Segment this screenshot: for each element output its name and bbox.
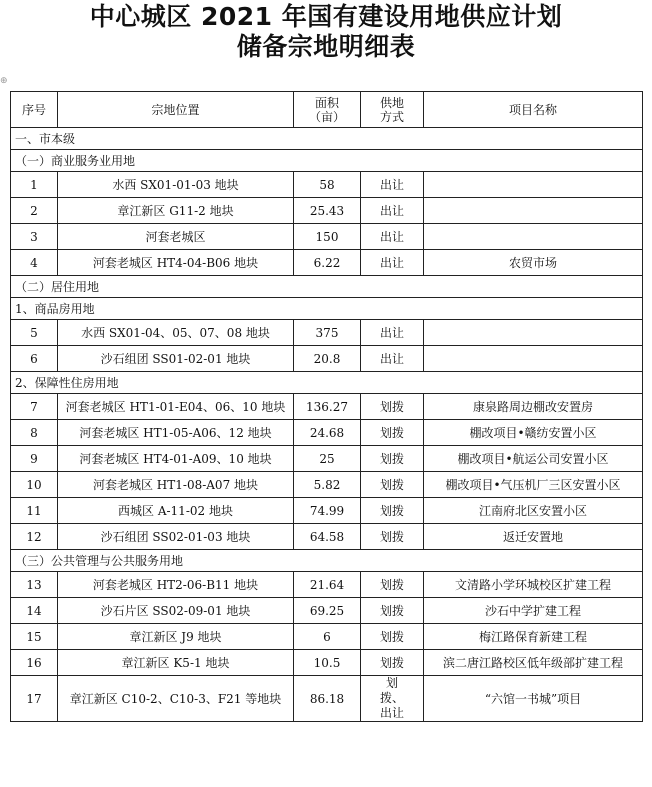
cell-location: 河套老城区 HT1-05-A06、12 地块 (58, 420, 294, 446)
cell-project: 文清路小学环城校区扩建工程 (424, 572, 643, 598)
page-title-line2: 储备宗地明细表 (236, 32, 416, 61)
table-row (11, 572, 643, 598)
cell-location: 河套老城区 HT4-04-B06 地块 (58, 250, 294, 276)
cell-area: 25.43 (294, 198, 361, 224)
cell-area: 20.8 (294, 346, 361, 372)
cell-project: 农贸市场 (424, 250, 643, 276)
cell-area: 6.22 (294, 250, 361, 276)
cell-project (424, 346, 643, 372)
header-project: 项目名称 (424, 92, 643, 128)
cell-no: 12 (11, 524, 58, 550)
cell-location: 河套老城区 HT1-08-A07 地块 (58, 472, 294, 498)
cell-no: 7 (11, 394, 58, 420)
cell-location: 水西 SX01-04、05、07、08 地块 (58, 320, 294, 346)
cell-no: 4 (11, 250, 58, 276)
cell-location: 沙石组团 SS02-01-03 地块 (58, 524, 294, 550)
cell-supply: 划拨 (361, 394, 424, 420)
cell-area: 150 (294, 224, 361, 250)
cell-project: 棚改项目•航运公司安置小区 (424, 446, 643, 472)
cell-location: 水西 SX01-01-03 地块 (58, 172, 294, 198)
cell-supply: 划拨 (361, 598, 424, 624)
cell-no: 15 (11, 624, 58, 650)
cell-supply: 划拨 (361, 420, 424, 446)
cell-project: 沙石中学扩建工程 (424, 598, 643, 624)
cell-project: “六馆一书城”项目 (424, 676, 643, 722)
cell-location: 章江新区 K5-1 地块 (58, 650, 294, 676)
section-row (11, 372, 643, 394)
cell-location: 河套老城区 (58, 224, 294, 250)
header-supply-line2: 方式 (379, 109, 404, 124)
cell-supply: 出让 (361, 250, 424, 276)
cell-supply: 划拨 (361, 524, 424, 550)
cell-supply: 出让 (361, 346, 424, 372)
table-row (11, 250, 643, 276)
cell-supply: 出让 (361, 172, 424, 198)
cell-no: 16 (11, 650, 58, 676)
cell-no: 17 (11, 676, 58, 722)
cell-area: 375 (294, 320, 361, 346)
cell-no: 10 (11, 472, 58, 498)
cell-supply: 划拨 (361, 572, 424, 598)
cell-no: 14 (11, 598, 58, 624)
cell-area: 74.99 (294, 498, 361, 524)
header-supply-line1: 供地 (379, 95, 404, 110)
cell-area: 5.82 (294, 472, 361, 498)
table-row (11, 346, 643, 372)
table-row (11, 320, 643, 346)
header-area-line1: 面积 (314, 95, 339, 110)
cell-no: 2 (11, 198, 58, 224)
header-location: 宗地位置 (58, 92, 294, 128)
cell-supply: 出让 (361, 224, 424, 250)
cell-no: 3 (11, 224, 58, 250)
cell-supply: 划拨 (361, 472, 424, 498)
cell-supply: 划拨 (361, 498, 424, 524)
cell-area: 25 (294, 446, 361, 472)
table-row (11, 224, 643, 250)
section-row (11, 276, 643, 298)
cell-no: 1 (11, 172, 58, 198)
cell-supply: 划拨 (361, 624, 424, 650)
section-residential: （二）居住用地 (11, 276, 643, 298)
section-commodity-housing: 1、商品房用地 (11, 298, 643, 320)
table-row (11, 624, 643, 650)
header-area-line2: （亩） (308, 109, 345, 124)
cell-location: 沙石片区 SS02-09-01 地块 (58, 598, 294, 624)
table-row (11, 650, 643, 676)
page-title-line1: 中心城区 2021 年国有建设用地供应计划 (89, 2, 563, 31)
table-header-row (11, 92, 643, 128)
table-row (11, 198, 643, 224)
table-row (11, 524, 643, 550)
cell-location: 河套老城区 HT1-01-E04、06、10 地块 (58, 394, 294, 420)
cell-supply: 划拨 (361, 650, 424, 676)
table-move-handle-icon[interactable]: ⊕ (0, 76, 8, 86)
section-public-service: （三）公共管理与公共服务用地 (11, 550, 643, 572)
cell-project (424, 172, 643, 198)
cell-area: 64.58 (294, 524, 361, 550)
cell-project (424, 320, 643, 346)
cell-location: 西城区 A-11-02 地块 (58, 498, 294, 524)
table-row (11, 598, 643, 624)
table-row (11, 498, 643, 524)
cell-project: 棚改项目•赣纺安置小区 (424, 420, 643, 446)
land-plot-table (10, 91, 643, 722)
cell-supply: 出让 (361, 198, 424, 224)
cell-no: 13 (11, 572, 58, 598)
cell-supply: 划拨 (361, 446, 424, 472)
cell-location: 沙石组团 SS01-02-01 地块 (58, 346, 294, 372)
cell-area: 21.64 (294, 572, 361, 598)
section-row (11, 550, 643, 572)
cell-no: 6 (11, 346, 58, 372)
section-city-level: 一、市本级 (11, 128, 643, 150)
cell-location: 章江新区 C10-2、C10-3、F21 等地块 (58, 676, 294, 722)
cell-project (424, 224, 643, 250)
table-row (11, 172, 643, 198)
table-row (11, 446, 643, 472)
cell-no: 9 (11, 446, 58, 472)
cell-project: 滨二唐江路校区低年级部扩建工程 (424, 650, 643, 676)
cell-area: 136.27 (294, 394, 361, 420)
table-row (11, 676, 643, 722)
header-no: 序号 (11, 92, 58, 128)
header-supply (361, 92, 424, 128)
cell-no: 8 (11, 420, 58, 446)
cell-no: 5 (11, 320, 58, 346)
cell-location: 章江新区 G11-2 地块 (58, 198, 294, 224)
cell-location: 章江新区 J9 地块 (58, 624, 294, 650)
header-area (294, 92, 361, 128)
cell-area: 86.18 (294, 676, 361, 722)
cell-project: 康泉路周边棚改安置房 (424, 394, 643, 420)
section-commercial: （一）商业服务业用地 (11, 150, 643, 172)
cell-area: 10.5 (294, 650, 361, 676)
table-row (11, 472, 643, 498)
cell-project (424, 198, 643, 224)
section-affordable-housing: 2、保障性住房用地 (11, 372, 643, 394)
cell-location: 河套老城区 HT4-01-A09、10 地块 (58, 446, 294, 472)
cell-area: 58 (294, 172, 361, 198)
section-row (11, 150, 643, 172)
cell-supply: 划拨、出让 (361, 676, 424, 722)
cell-area: 69.25 (294, 598, 361, 624)
cell-location: 河套老城区 HT2-06-B11 地块 (58, 572, 294, 598)
cell-project: 江南府北区安置小区 (424, 498, 643, 524)
cell-project: 棚改项目•气压机厂三区安置小区 (424, 472, 643, 498)
table-row (11, 420, 643, 446)
section-row (11, 128, 643, 150)
cell-supply: 出让 (361, 320, 424, 346)
cell-no: 11 (11, 498, 58, 524)
cell-project: 返迁安置地 (424, 524, 643, 550)
cell-area: 24.68 (294, 420, 361, 446)
table-row (11, 394, 643, 420)
cell-area: 6 (294, 624, 361, 650)
cell-project: 梅江路保育新建工程 (424, 624, 643, 650)
section-row (11, 298, 643, 320)
